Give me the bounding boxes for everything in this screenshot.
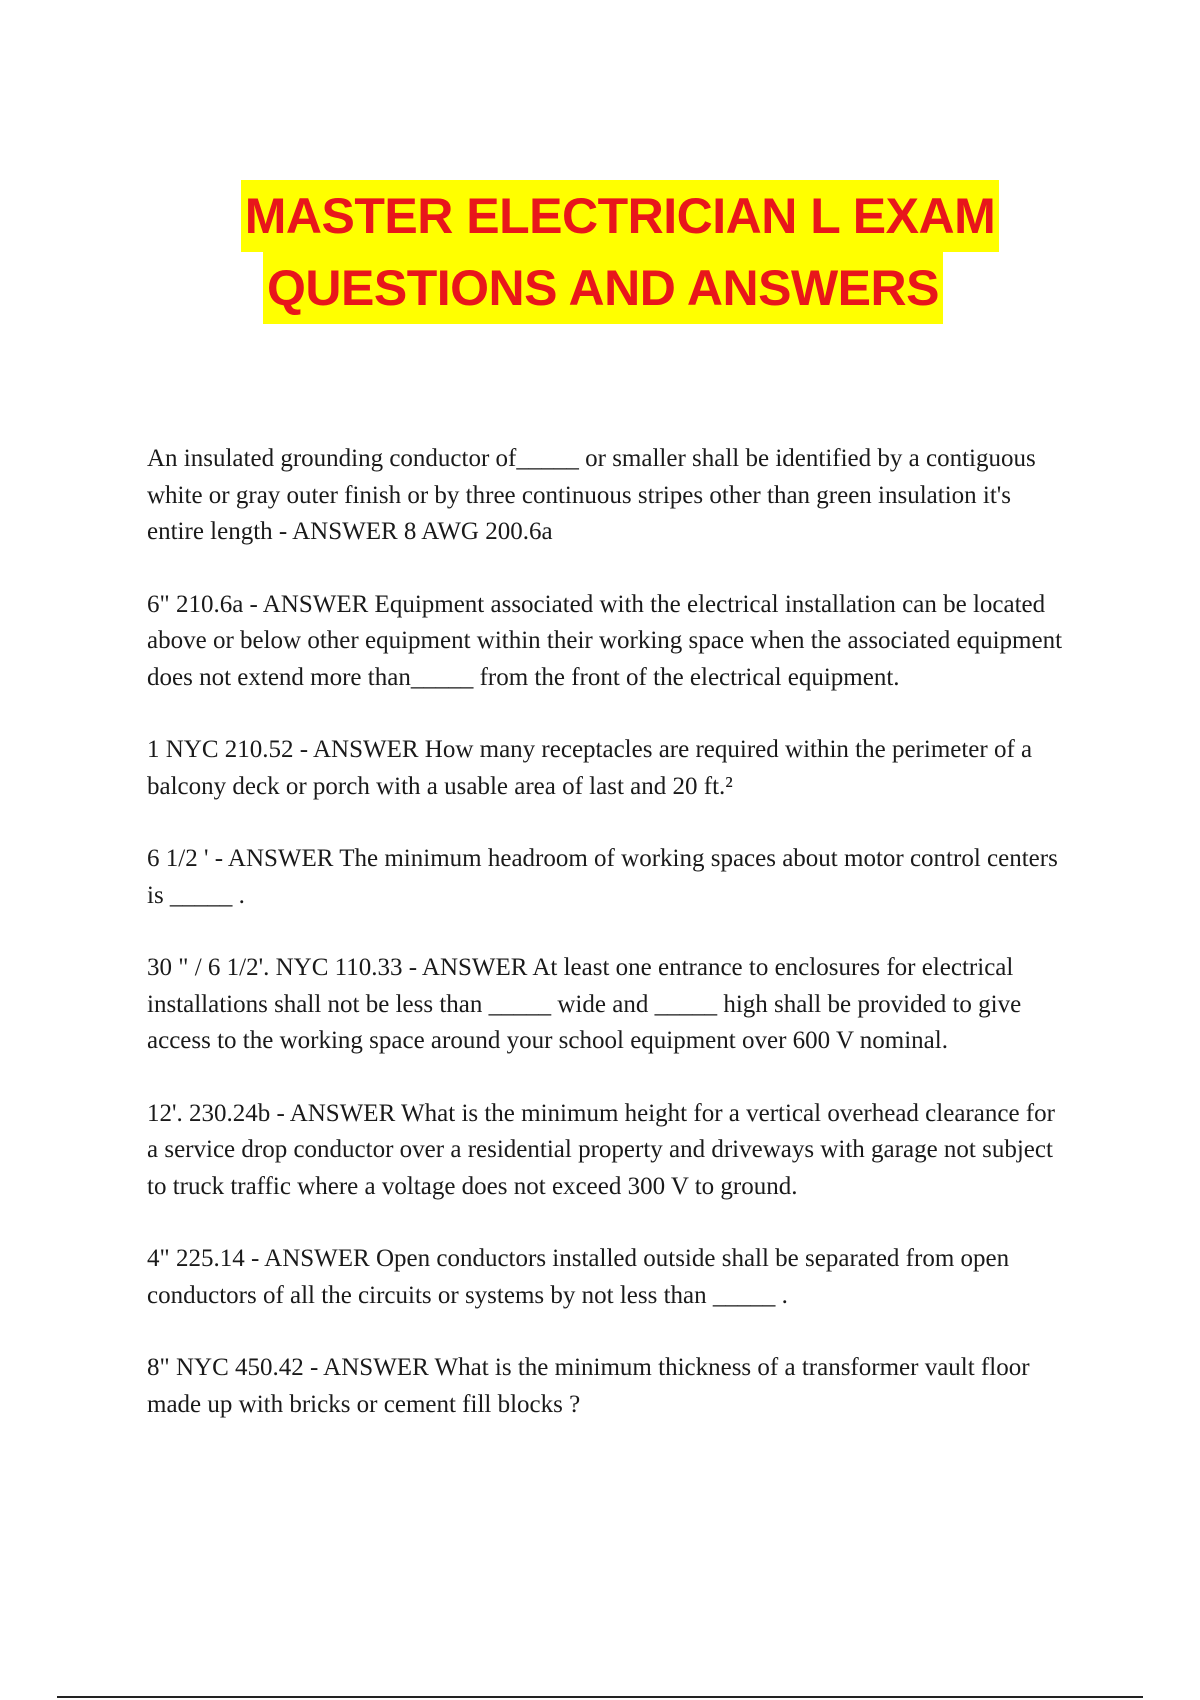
qa-item-4: 6 1/2 ' - ANSWER The minimum headroom of working spaces about motor control centers is _____ . (147, 845, 1058, 909)
qa-item-1: An insulated grounding conductor of_____ or smaller shall be identified by a contiguous white or gray outer finish or by three continuous stripes other than green insulation it's entire length - ANSWER 8 AWG 200.6a (147, 445, 1036, 545)
qa-item-8: 8" NYC 450.42 - ANSWER What is the minimum thickness of a transformer vault floor made up with bricks or cement fill blocks ? (147, 1354, 1030, 1418)
qa-item-7: 4" 225.14 - ANSWER Open conductors installed outside shall be separated from open conductors of all the circuits or systems by not less than _____ . (147, 1245, 1010, 1309)
question-answer-list (147, 441, 1067, 1459)
qa-item-3: 1 NYC 210.52 - ANSWER How many receptacles are required within the perimeter of a balcony deck or porch with a usable area of last and 20 ft.² (147, 736, 1033, 800)
footer-divider (57, 1696, 1143, 1698)
qa-item-5: 30 " / 6 1/2'. NYC 110.33 - ANSWER At least one entrance to enclosures for electrical installations shall not be less than _____ wide and _____ high shall be provided to give access to the working space around your school equipment over 600 V nominal. (147, 954, 1022, 1054)
title-line-1: MASTER ELECTRICIAN L EXAM (241, 180, 1000, 252)
title-line-2: QUESTIONS AND ANSWERS (263, 252, 943, 324)
document-title (0, 180, 1200, 324)
qa-item-2: 6" 210.6a - ANSWER Equipment associated with the electrical installation can be located above or below other equipment within their working space when the associated equipment does not extend more than_____ from the front of the electrical equipment. (147, 590, 1063, 691)
qa-item-6: 12'. 230.24b - ANSWER What is the minimum height for a vertical overhead clearance for a service drop conductor over a residential property and driveways with garage not subject to truck traffic where a voltage does not exceed 300 V to ground. (147, 1099, 1055, 1200)
